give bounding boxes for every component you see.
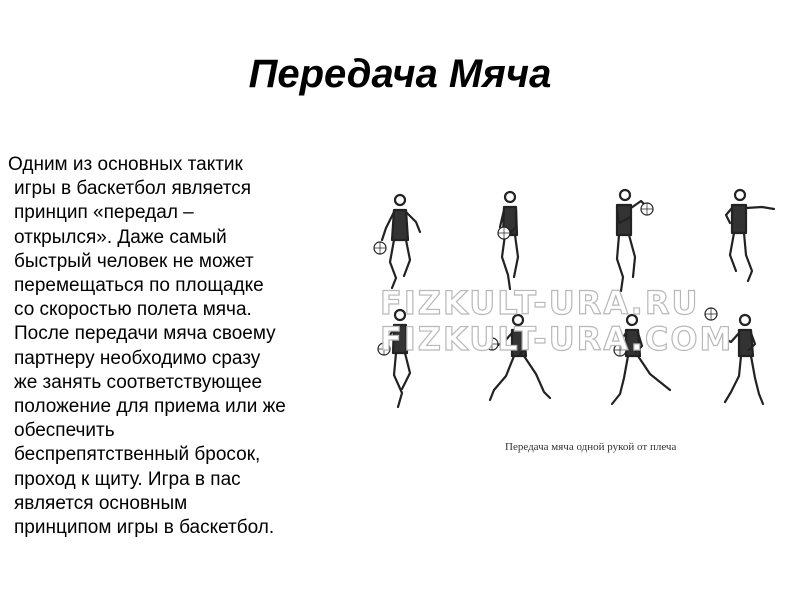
paragraph-line: игры в баскетбол является — [14, 178, 252, 200]
player-figure-row1-4 — [726, 190, 774, 281]
player-figure-row1-1 — [374, 195, 420, 288]
body-paragraph — [8, 153, 368, 540]
paragraph-line: быстрый человек не может — [14, 250, 254, 272]
paragraph-line: партнеру необходимо сразу — [14, 347, 261, 369]
figure-caption: Передача мяча одной рукой от плеча — [505, 441, 677, 453]
slide-title: Передача Мяча — [248, 52, 552, 96]
player-figure-row1-2 — [498, 192, 518, 289]
paragraph-line: со скоростью полета мяча. — [14, 299, 252, 321]
paragraph-line: положение для приема или же — [14, 396, 286, 418]
paragraph-line: принципом игры в баскетбол. — [14, 517, 275, 539]
watermark-bottom: FIZKULT-URA.COM — [380, 320, 734, 358]
paragraph-line: принцип «передал – — [14, 202, 194, 224]
paragraph-line: обеспечить — [14, 420, 115, 442]
paragraph-line: беспрепятственный бросок, — [14, 444, 261, 466]
paragraph-line: После передачи мяча своему — [14, 323, 276, 345]
paragraph-line: проход к щиту. Игра в пас — [14, 468, 241, 490]
paragraph-line: является основным — [14, 492, 188, 514]
paragraph-line: же занять соответствующее — [14, 371, 263, 393]
paragraph-line: Одним из основных тактик — [8, 154, 243, 175]
paragraph-line: открылся». Даже самый — [14, 226, 227, 248]
watermark-top: FIZKULT-URA.RU — [380, 284, 700, 322]
paragraph-line: перемещаться по площадке — [14, 275, 264, 297]
player-figure-row1-3 — [617, 190, 653, 291]
